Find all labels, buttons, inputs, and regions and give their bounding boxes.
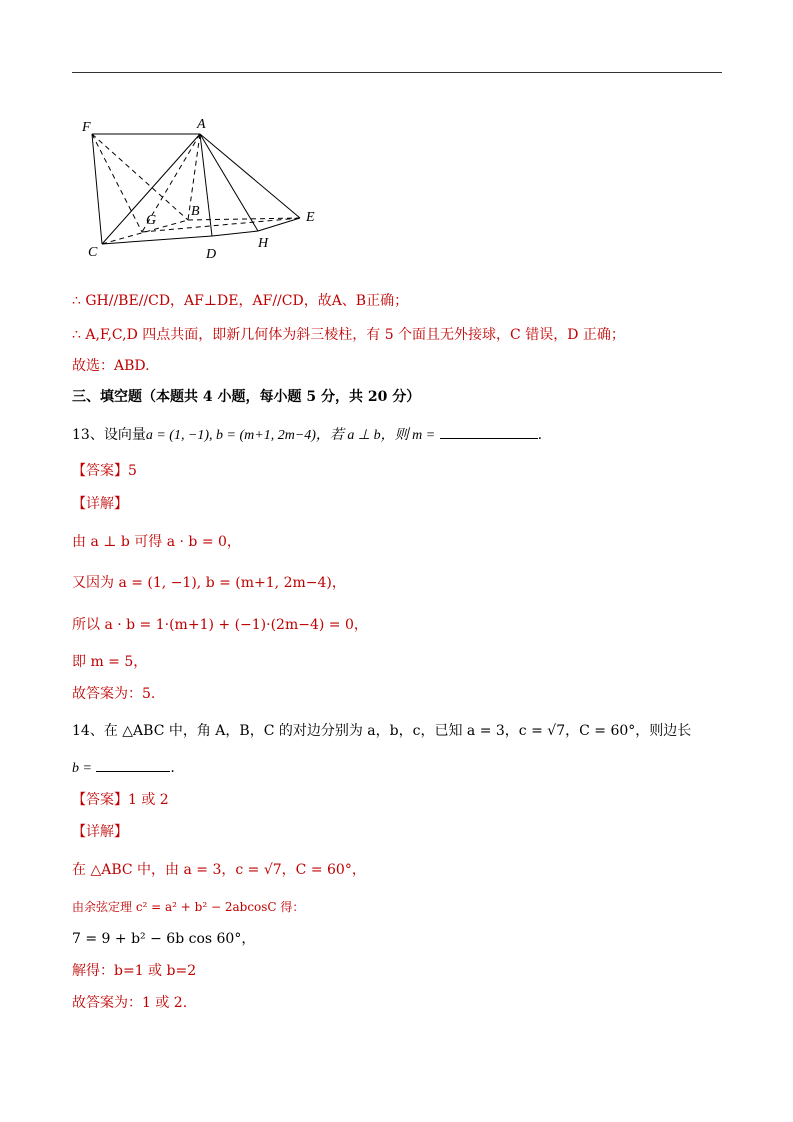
section-title: 三、填空题（本题共 4 小题，每小题 5 分，共 20 分） [72,389,421,405]
q14-end: . [170,760,175,776]
q13-answer-blank[interactable] [440,426,538,439]
label-B: B [191,204,200,219]
q13-answer [72,462,137,480]
q13-step-2: 又因为 a = (1, −1), b = (m+1, 2m−4)， [72,575,346,591]
edge-BE [188,218,300,220]
q13-step-4: 即 m = 5， [72,654,148,670]
question-14-line2 [72,759,175,778]
edge-AD [200,134,212,236]
q13-step-3: 所以 a · b = 1·(m+1) + (−1)·(2m−4) = 0， [72,617,368,633]
label-G: G [146,213,157,228]
label-A: A [197,117,206,132]
q14-step-4: 解得：b=1 或 b=2 [72,963,197,979]
q14-step-1: 在 △ABC 中，由 a = 3，c = √7，C = 60°， [72,862,366,878]
label-H: H [258,236,269,251]
q13-step-1: 由 a ⊥ b 可得 a · b = 0， [72,534,241,550]
q13-given: a = (1, −1), b = (m+1, 2m−4)，若 a ⊥ b，则 m = [145,428,436,443]
q14-answer [72,791,169,809]
q14-step-5: 故答案为：1 或 2. [72,995,188,1011]
label-D: D [206,247,217,262]
solution-line-1: ∴ GH//BE//CD，AF⊥DE，AF//CD，故A、B正确； [72,293,409,309]
header-rule [72,72,722,73]
label-F: F [82,120,91,135]
edge-FB [92,134,188,220]
edge-AH [200,134,258,231]
question-14: 14、在 △ABC 中，角 A，B，C 的对边分别为 a，b，c，已知 a = 3，c = √7，C = 60°，则边长 [72,723,692,739]
solution-line-3: 故选：ABD. [72,358,150,374]
question-13 [72,426,542,445]
label-C: C [88,245,98,260]
solution-line-2: ∴ A,F,C,D 四点共面，即新几何体为斜三棱柱，有 5 个面且无外接球，C 错误，D 正确； [72,327,625,343]
label-E: E [306,210,315,225]
q13-lead: 设向量 [103,427,146,443]
q13-answer-tag: 【答案】 [72,463,128,479]
edge-DH [212,231,258,236]
q13-end: . [537,427,543,443]
q14-detail-tag: 【详解】 [72,824,128,840]
q14-answer-blank[interactable] [96,759,170,772]
q14-answer-tag: 【答案】 [72,792,128,808]
q14-step-2: 由余弦定理 c² = a² + b² − 2abcosC 得： [72,900,305,914]
q13-detail-tag: 【详解】 [72,496,128,512]
edge-AE [200,134,300,218]
q14-b-label: b = [72,761,92,776]
q13-answer-value: 5 [128,463,137,479]
edge-CD [102,236,212,244]
q13-number: 13、 [72,427,104,443]
q14-step-3: 7 = 9 + b² − 6b cos 60°， [72,931,256,947]
q14-answer-value: 1 或 2 [128,792,169,808]
q13-step-5: 故答案为：5. [72,686,156,702]
geometry-figure [72,112,332,272]
